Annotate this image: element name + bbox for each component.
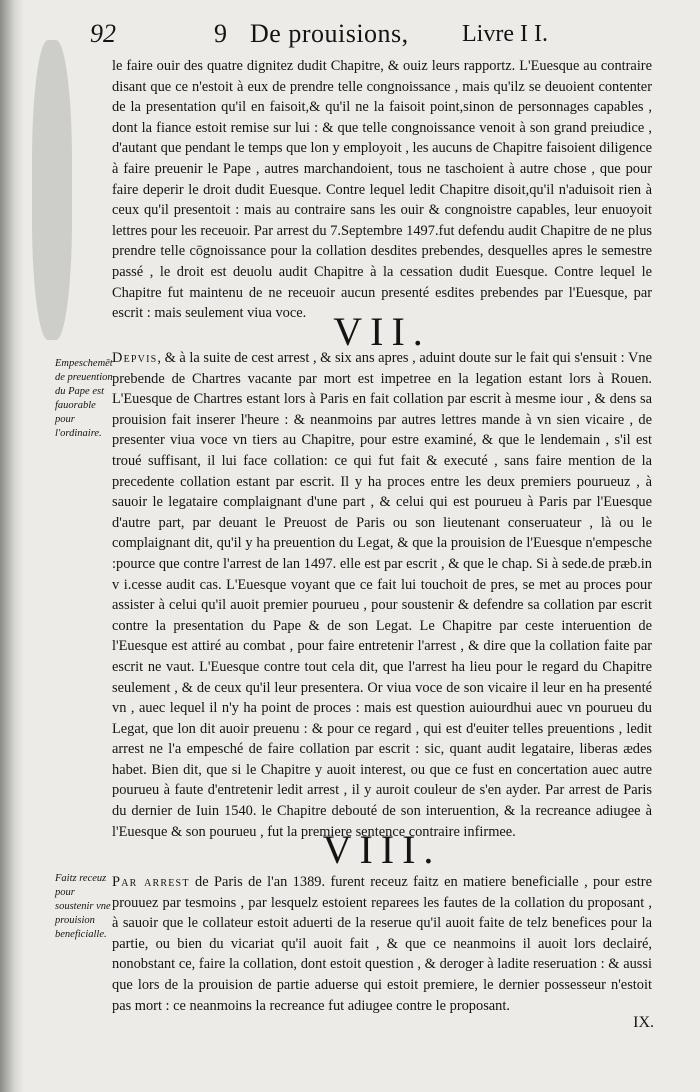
margin-note-faitz: Faitz receuz pour soustenir vne prouision beneficialle. — [55, 873, 111, 940]
signature-mark: 9 — [214, 19, 227, 48]
paper-stain — [32, 40, 72, 340]
page-number: 92 — [90, 19, 116, 48]
book-number: Livre I I. — [462, 21, 548, 47]
paragraph-vii-body: , & à la suite de cest arrest , & six ans apres , aduint doute sur le fait qui s'ensuit : Vne prebende de Chartres vacante par mort est impetree en la legation estant lors à Rouen. L'Euesque de Chartres estant lors à Paris en fait collation par escrit à mesme iour , & dens sa prouision fait inserer l'heure : & neanmoins par autres lettres mande à vn sien vicaire , de presenter viua voce vn tiers au Chapitre, pour estre examiné, & que le lendemain , s'il est troué suffisant, il lui face collation: ce qui fut fait & executé , sans faire mention de la precedente collation estant par escrit. Il y ha proces entre les deux premiers pourueuz , à sauoir le legataire complaignant d'une part , & celui qui est pourueu à Paris par l'Euesque d'autre part, par deuant le Preuost de Paris ou son lieutenant conseruateur , là ou le complaignant dit, qu'il y ha preuention du Legat, & que la prouision de l'Euesque n'empesche :pource que contre l'arrest de lan 1497. elle est par escrit , & que le chap. Si à sede.de præb.in v i.cesse audit cas. L'Euesque voyant que ce fait lui touchoit de pres, se met au proces pour assister à celui qu'il auoit premier pourueu , pour soustenir & defendre sa collation par escrit contre la presentation du Pape & de son Legat. Le Chapitre par ceste interuention de l'Euesque est attiré au combat , pour faire entretenir l'arrest , & dire que la collation faite par escrit ne vaut. L'Euesque contre tout cela dit, que l'arrest ha lieu pour le regard du Chapitre seulement , & de ceux qu'il leur presentera. Or viua voce de son vicaire il leur en ha presenté vn , auec lequel il n'y ha point de proces : mais est question auiourdhui auec vn pourueu du Legat, que lon dit auoir preuenu : & pour ce regard , qui est d'euiter telles preuentions , ledit arrest ne l'a empesché de faire collation par escrit : sic, quant audit legataire, liberas ædes habet. Bien dit, que si le Chapitre y auoit interest, ou que ce fust en concertation auec autre pourueu à faute d'entretenir ledit arrest , il y auroit couleur de s'en ayder. Par arrest de Paris du dernier de Iuin 1540. le Chapitre debouté de son interuention, & la recreance adiugee à l'Euesque & son pourueu , fut la premiere sentence contraire infirmee. — [112, 350, 652, 840]
running-header — [90, 18, 650, 50]
catchword: IX. — [633, 1014, 654, 1031]
page-gutter-shadow — [0, 0, 24, 1092]
paragraph-viii — [112, 872, 652, 1016]
section-heading-vii: VII. — [333, 309, 431, 354]
paragraph-continued: le faire ouir des quatre dignitez dudit Chapitre, & ouiz leurs rapportz. L'Euesque au contraire disant que ce n'estoit à eux de prendre telle congnoissance , mais qu'ilz se deuoient contenter de la presentation qu'il en faisoit,& qu'il ne la faisoit point,sinon de personnages capables , dont la fiance estoit remise sur lui : & que telle congnoissance venoit à son grand preiudice , d'autant que pendant le temps que lon y employoit , les aucuns de Chapitre faisoient diligence à faire preuenir le Pape , autres marchandoient, tous ne taschoient à autre chose , que pour faire deperir le droit dudit Euesque. Contre lequel ledit Chapitre disoit,qu'il n'aduisoit rien à ceux qu'il presentoit : mais au contraire sans les ouir & congnoistre capables, leur enuoyoit lettres pour les receuoir. Par arrest du 7.Septembre 1497.fut defendu audit Chapitre de ne plus prendre telle cōgnoissance pour la collation desdites prebendes, desquelles apres le semestre passé , le droit est deuolu audit Chapitre à la cessation dudit Euesque. Contre lequel le Chapitre fut maintenu de ne receuoir aucun presenté esdites prebendes par l'Euesque, par escrit : mais seulement viua voce. — [112, 58, 652, 322]
paragraph-lead-word: Depvis — [112, 350, 158, 366]
running-title: De prouisions, — [250, 19, 409, 48]
paragraph-vii — [112, 348, 652, 842]
paragraph-lead-word: Par arrest — [112, 874, 190, 890]
section-heading-viii: VIII. — [322, 827, 442, 872]
margin-note-preuention: Empeschemēt de preuention du Pape est fauorable pour l'ordinaire. — [55, 358, 113, 439]
paragraph-viii-body: de Paris de l'an 1389. furent receuz faitz en matiere beneficialle , pour estre prouuez par tesmoins , par lesquelz estoient reparees les fautes de la collation du proposant , à sauoir que le collateur estoit aduerti de la reserue qu'il auoit faite de telz benefices pour la partie, ou bien du vicariat qu'il auoit fait , & que ce neanmoins il auoit lors declairé, nonobstant ce, faire la collation, dont estoit question , & deroger à ladite reseruation : & aussi que lors de la prouision de partie aduerse qui estoit premiere, le dernier possesseur n'estoit pas mort : ce neanmoins la recreance fut adiugee contre le proposant. — [112, 874, 652, 1014]
